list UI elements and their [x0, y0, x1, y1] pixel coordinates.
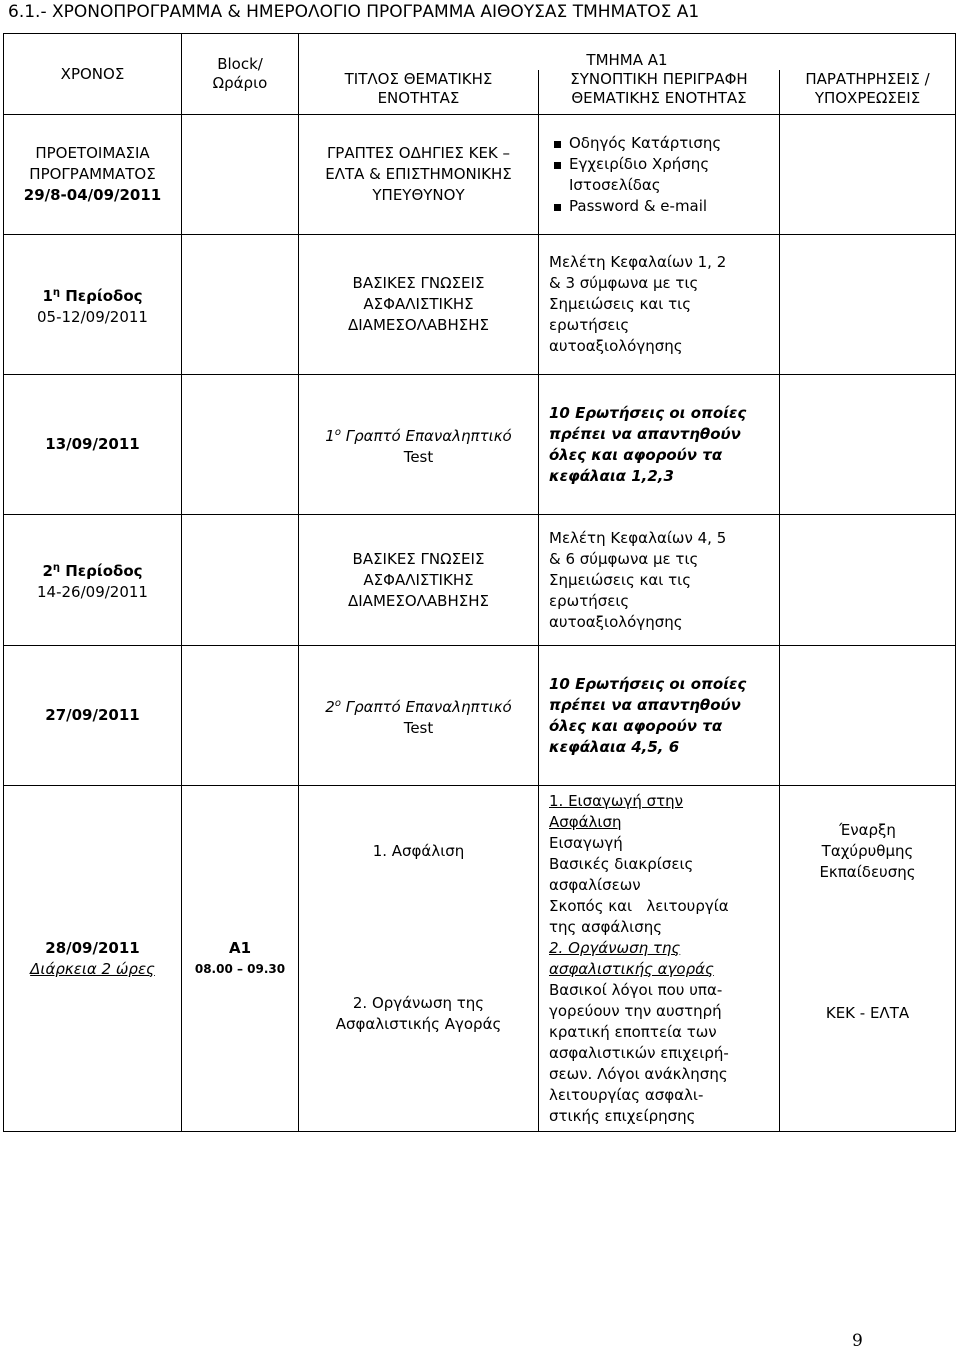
desc-cell: Μελέτη Κεφαλαίων 1, 2 & 3 σύμφωνα με τις Σημειώσεις και τις ερωτήσεις αυτοαξιολόγησης [539, 235, 780, 375]
notes-cell [780, 515, 956, 646]
desc-cell: 10 Ερωτήσεις οι οποίες πρέπει να απαντηθούν όλες και αφορούν τα κεφάλαια 4,5, 6 [539, 646, 780, 786]
list-item: Οδηγός Κατάρτισης [549, 133, 779, 154]
header-time: ΧΡΟΝΟΣ [4, 34, 182, 115]
block-cell: Α1 08.00 – 09.30 [182, 786, 299, 1132]
header-row-group [4, 34, 956, 70]
block-cell [182, 515, 299, 646]
desc-cell: 1. Εισαγωγή στην Ασφάλιση Εισαγωγή Βασικές διακρίσεις ασφαλίσεων Σκοπός και λειτουργία της ασφάλισης 2. Οργάνωση της ασφαλιστικής αγοράς Βασικοί λόγοι που υπα- γορεύουν την αυστηρή κρατική εποπτεία των ασφαλιστικών επιχειρή- σεων. Λόγοι ανάκλησης λειτουργίας ασφαλι- στικής επιχείρησης [539, 786, 780, 1132]
notes-organizer: ΚΕΚ - ΕΛΤΑ [825, 1004, 910, 1022]
unit-cell: ΓΡΑΠΤΕΣ ΟΔΗΓΙΕΣ ΚΕΚ – ΕΛΤΑ & ΕΠΙΣΤΗΜΟΝΙΚΗΣ ΥΠΕΥΘΥΝΟΥ [299, 115, 539, 235]
table-row [4, 375, 956, 515]
table-row [4, 235, 956, 375]
notes-cell [780, 646, 956, 786]
date-cell: 27/09/2011 [4, 646, 182, 786]
desc-cell: Μελέτη Κεφαλαίων 4, 5 & 6 σύμφωνα με τις Σημειώσεις και τις ερωτήσεις αυτοαξιολόγησης [539, 515, 780, 646]
time-cell: ΠΡΟΕΤΟΙΜΑΣΙΑ ΠΡΟΓΡΑΜΜΑΤΟΣ 29/8-04/09/2011 [4, 115, 182, 235]
test-cell: $2^o$ Γραπτό Επαναληπτικό Test [299, 646, 539, 786]
date-cell: 13/09/2011 [4, 375, 182, 515]
header-block: Block/ Ωράριο [182, 34, 299, 115]
notes-start-training: Έναρξη [839, 821, 896, 839]
table-row [4, 786, 956, 1132]
block-cell [182, 235, 299, 375]
list-item: Εγχειρίδιο Χρήσης Ιστοσελίδας [549, 154, 779, 196]
unit-title-2: 2. Οργάνωση της [352, 994, 485, 1012]
date-cell: 28/09/2011 Διάρκεια 2 ώρες [4, 786, 182, 1132]
block-cell [182, 646, 299, 786]
page-number: 9 [852, 1331, 863, 1351]
header-unit: ΤΙΤΛΟΣ ΘΕΜΑΤΙΚΗΣ ΕΝΟΤΗΤΑΣ [299, 70, 539, 115]
block-cell [182, 375, 299, 515]
unit-cell: ΒΑΣΙΚΕΣ ΓΝΩΣΕΙΣ ΑΣΦΑΛΙΣΤΙΚΗΣ ΔΙΑΜΕΣΟΛΑΒΗΣΗΣ [299, 235, 539, 375]
notes-cell [780, 375, 956, 515]
block-cell [182, 115, 299, 235]
unit-title-1: 1. Ασφάλιση [372, 842, 465, 860]
document-title: 6.1.- ΧΡΟΝΟΠΡΟΓΡΑΜΜΑ & ΗΜΕΡΟΛΟΓΙΟ ΠΡΟΓΡΑΜΜΑ ΑΙΘΟΥΣΑΣ ΤΜΗΜΑΤΟΣ Α1 [8, 2, 700, 22]
table-row [4, 646, 956, 786]
header-desc: ΣΥΝΟΠΤΙΚΗ ΠΕΡΙΓΡΑΦΗ ΘΕΜΑΤΙΚΗΣ ΕΝΟΤΗΤΑΣ [539, 70, 780, 115]
desc-cell [539, 115, 780, 235]
schedule-table [3, 33, 956, 1132]
table-row [4, 115, 956, 235]
notes-cell: Έναρξη Ταχύρυθμης Εκπαίδευσης ΚΕΚ - ΕΛΤΑ [780, 786, 956, 1132]
time-cell: $1^\eta$ Περίοδος 05-12/09/2011 [4, 235, 182, 375]
desc-cell: 10 Ερωτήσεις οι οποίες πρέπει να απαντηθούν όλες και αφορούν τα κεφάλαια 1,2,3 [539, 375, 780, 515]
test-cell: $1^o$ Γραπτό Επαναληπτικό Test [299, 375, 539, 515]
header-group-label: ΤΜΗΜΑ Α1 [299, 34, 956, 70]
header-notes: ΠΑΡΑΤΗΡΗΣΕΙΣ / ΥΠΟΧΡΕΩΣΕΙΣ [780, 70, 956, 115]
bullet-list [549, 133, 779, 217]
notes-cell [780, 115, 956, 235]
unit-cell: 1. Ασφάλιση 2. Οργάνωση της Ασφαλιστικής Αγοράς [299, 786, 539, 1132]
list-item: Password & e-mail [549, 196, 779, 217]
table-row [4, 515, 956, 646]
notes-cell [780, 235, 956, 375]
unit-cell: ΒΑΣΙΚΕΣ ΓΝΩΣΕΙΣ ΑΣΦΑΛΙΣΤΙΚΗΣ ΔΙΑΜΕΣΟΛΑΒΗΣΗΣ [299, 515, 539, 646]
time-cell: $2^\eta$ Περίοδος 14-26/09/2011 [4, 515, 182, 646]
